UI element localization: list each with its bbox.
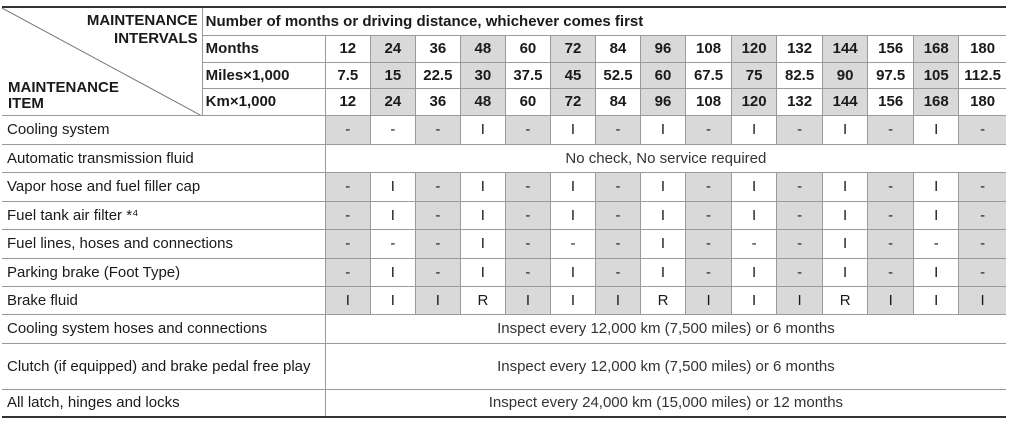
- miles-value: 30: [460, 62, 505, 88]
- schedule-cell: I: [732, 201, 777, 229]
- schedule-cell: I: [686, 286, 732, 314]
- table-row: [2, 172, 1006, 201]
- schedule-cell: -: [595, 258, 640, 286]
- schedule-cell: -: [415, 229, 460, 258]
- schedule-cell: I: [550, 286, 595, 314]
- maintenance-item-name: Cooling system hoses and connections: [2, 314, 325, 343]
- corner-header-cell: [2, 7, 202, 115]
- miles-value: 82.5: [777, 62, 823, 88]
- maintenance-item-name: Clutch (if equipped) and brake pedal free play: [2, 343, 325, 389]
- months-value: 72: [550, 35, 595, 62]
- schedule-cell: I: [550, 201, 595, 229]
- maintenance-item-label: [8, 80, 119, 112]
- corner-bottom-line-2: ITEM: [8, 94, 44, 112]
- schedule-cell: I: [823, 258, 868, 286]
- schedule-cell: I: [823, 201, 868, 229]
- schedule-cell: I: [460, 172, 505, 201]
- miles-value: 7.5: [325, 62, 370, 88]
- schedule-cell: I: [641, 258, 686, 286]
- schedule-cell: I: [370, 286, 415, 314]
- schedule-cell: -: [325, 258, 370, 286]
- maintenance-item-name: Fuel tank air filter *⁴: [2, 201, 325, 229]
- schedule-cell: -: [686, 172, 732, 201]
- km-value: 144: [823, 88, 868, 115]
- miles-value: 22.5: [415, 62, 460, 88]
- schedule-cell: -: [505, 172, 550, 201]
- months-value: 168: [914, 35, 959, 62]
- schedule-cell: I: [641, 201, 686, 229]
- schedule-cell: -: [325, 115, 370, 144]
- km-value: 108: [686, 88, 732, 115]
- miles-value: 45: [550, 62, 595, 88]
- miles-value: 97.5: [868, 62, 914, 88]
- schedule-cell: I: [823, 172, 868, 201]
- schedule-cell: -: [686, 229, 732, 258]
- months-value: 36: [415, 35, 460, 62]
- schedule-cell: -: [415, 115, 460, 144]
- schedule-cell: I: [823, 115, 868, 144]
- schedule-cell: I: [370, 201, 415, 229]
- maintenance-item-name: Automatic transmission fluid: [2, 144, 325, 172]
- schedule-cell: -: [868, 172, 914, 201]
- table-row: [2, 201, 1006, 229]
- months-value: 132: [777, 35, 823, 62]
- interval-note: Inspect every 12,000 km (7,500 miles) or 6 months: [325, 343, 1006, 389]
- schedule-cell: I: [641, 115, 686, 144]
- schedule-cell: I: [641, 172, 686, 201]
- schedule-cell: I: [868, 286, 914, 314]
- schedule-cell: -: [595, 201, 640, 229]
- table-row: [2, 229, 1006, 258]
- schedule-cell: -: [914, 229, 959, 258]
- schedule-cell: -: [370, 229, 415, 258]
- table-row: [2, 115, 1006, 144]
- miles-label: Miles×1,000: [202, 62, 325, 88]
- schedule-cell: -: [777, 258, 823, 286]
- interval-note: No check, No service required: [325, 144, 1006, 172]
- maintenance-item-name: Fuel lines, hoses and connections: [2, 229, 325, 258]
- schedule-cell: I: [914, 172, 959, 201]
- schedule-cell: I: [460, 201, 505, 229]
- km-value: 24: [370, 88, 415, 115]
- corner-bottom-line-1: MAINTENANCE: [8, 78, 119, 96]
- table-row: [2, 258, 1006, 286]
- schedule-cell: -: [415, 258, 460, 286]
- km-value: 36: [415, 88, 460, 115]
- schedule-cell: I: [959, 286, 1006, 314]
- table-body: [2, 7, 1006, 417]
- months-value: 48: [460, 35, 505, 62]
- schedule-cell: I: [732, 115, 777, 144]
- schedule-cell: I: [732, 258, 777, 286]
- schedule-cell: R: [460, 286, 505, 314]
- table-row: [2, 389, 1006, 417]
- schedule-cell: I: [777, 286, 823, 314]
- schedule-cell: -: [732, 229, 777, 258]
- km-value: 132: [777, 88, 823, 115]
- schedule-cell: -: [959, 229, 1006, 258]
- schedule-cell: I: [505, 286, 550, 314]
- km-value: 84: [595, 88, 640, 115]
- months-value: 156: [868, 35, 914, 62]
- table-row: [2, 144, 1006, 172]
- km-value: 168: [914, 88, 959, 115]
- schedule-cell: I: [550, 172, 595, 201]
- schedule-cell: I: [370, 258, 415, 286]
- miles-value: 105: [914, 62, 959, 88]
- schedule-cell: -: [959, 201, 1006, 229]
- schedule-cell: I: [370, 172, 415, 201]
- months-value: 144: [823, 35, 868, 62]
- schedule-cell: I: [641, 229, 686, 258]
- maintenance-item-name: Cooling system: [2, 115, 325, 144]
- schedule-cell: -: [415, 201, 460, 229]
- schedule-cell: I: [595, 286, 640, 314]
- km-value: 96: [641, 88, 686, 115]
- months-value: 84: [595, 35, 640, 62]
- km-value: 156: [868, 88, 914, 115]
- months-value: 108: [686, 35, 732, 62]
- schedule-cell: I: [415, 286, 460, 314]
- months-value: 60: [505, 35, 550, 62]
- schedule-cell: I: [325, 286, 370, 314]
- schedule-cell: -: [868, 229, 914, 258]
- miles-value: 90: [823, 62, 868, 88]
- schedule-cell: I: [914, 258, 959, 286]
- maintenance-item-name: Vapor hose and fuel filler cap: [2, 172, 325, 201]
- maintenance-intervals-label: [87, 12, 198, 48]
- schedule-cell: I: [914, 201, 959, 229]
- schedule-cell: I: [460, 229, 505, 258]
- title-row: [2, 7, 1006, 35]
- corner-top-line-2: INTERVALS: [114, 30, 198, 47]
- schedule-cell: -: [777, 172, 823, 201]
- miles-value: 112.5: [959, 62, 1006, 88]
- months-value: 24: [370, 35, 415, 62]
- months-value: 12: [325, 35, 370, 62]
- miles-value: 75: [732, 62, 777, 88]
- schedule-cell: -: [777, 229, 823, 258]
- km-value: 48: [460, 88, 505, 115]
- miles-value: 52.5: [595, 62, 640, 88]
- schedule-cell: I: [460, 258, 505, 286]
- km-value: 12: [325, 88, 370, 115]
- months-value: 120: [732, 35, 777, 62]
- miles-value: 67.5: [686, 62, 732, 88]
- schedule-cell: -: [777, 115, 823, 144]
- schedule-cell: -: [505, 201, 550, 229]
- schedule-cell: R: [823, 286, 868, 314]
- schedule-cell: -: [777, 201, 823, 229]
- schedule-cell: -: [370, 115, 415, 144]
- months-label: Months: [202, 35, 325, 62]
- schedule-cell: I: [550, 258, 595, 286]
- interval-note: Inspect every 24,000 km (15,000 miles) or 12 months: [325, 389, 1006, 417]
- interval-note: Inspect every 12,000 km (7,500 miles) or 6 months: [325, 314, 1006, 343]
- maintenance-schedule-table: [2, 6, 1006, 418]
- table-row: [2, 314, 1006, 343]
- km-value: 72: [550, 88, 595, 115]
- months-value: 96: [641, 35, 686, 62]
- schedule-cell: -: [325, 201, 370, 229]
- schedule-cell: -: [595, 229, 640, 258]
- schedule-cell: -: [686, 258, 732, 286]
- schedule-cell: -: [686, 201, 732, 229]
- schedule-cell: -: [325, 229, 370, 258]
- schedule-cell: I: [914, 115, 959, 144]
- schedule-cell: -: [505, 115, 550, 144]
- schedule-cell: -: [959, 115, 1006, 144]
- schedule-cell: -: [505, 258, 550, 286]
- table-row: [2, 343, 1006, 389]
- corner-top-line-1: MAINTENANCE: [86, 12, 198, 29]
- schedule-cell: I: [732, 286, 777, 314]
- km-value: 180: [959, 88, 1006, 115]
- schedule-cell: -: [325, 172, 370, 201]
- schedule-cell: -: [550, 229, 595, 258]
- schedule-cell: -: [868, 258, 914, 286]
- schedule-cell: -: [868, 201, 914, 229]
- schedule-cell: -: [959, 172, 1006, 201]
- schedule-cell: -: [686, 115, 732, 144]
- schedule-cell: R: [641, 286, 686, 314]
- schedule-cell: I: [550, 115, 595, 144]
- months-value: 180: [959, 35, 1006, 62]
- schedule-cell: -: [415, 172, 460, 201]
- miles-value: 15: [370, 62, 415, 88]
- schedule-cell: -: [595, 115, 640, 144]
- schedule-cell: -: [595, 172, 640, 201]
- km-label: Km×1,000: [202, 88, 325, 115]
- schedule-cell: I: [914, 286, 959, 314]
- schedule-title: Number of months or driving distance, whichever comes first: [202, 7, 1006, 35]
- maintenance-item-name: Parking brake (Foot Type): [2, 258, 325, 286]
- miles-value: 37.5: [505, 62, 550, 88]
- schedule-cell: -: [959, 258, 1006, 286]
- km-value: 60: [505, 88, 550, 115]
- miles-value: 60: [641, 62, 686, 88]
- schedule-cell: -: [868, 115, 914, 144]
- schedule-cell: I: [460, 115, 505, 144]
- maintenance-item-name: Brake fluid: [2, 286, 325, 314]
- schedule-cell: I: [732, 172, 777, 201]
- km-value: 120: [732, 88, 777, 115]
- table-row: [2, 286, 1006, 314]
- schedule-cell: -: [505, 229, 550, 258]
- schedule-cell: I: [823, 229, 868, 258]
- maintenance-item-name: All latch, hinges and locks: [2, 389, 325, 417]
